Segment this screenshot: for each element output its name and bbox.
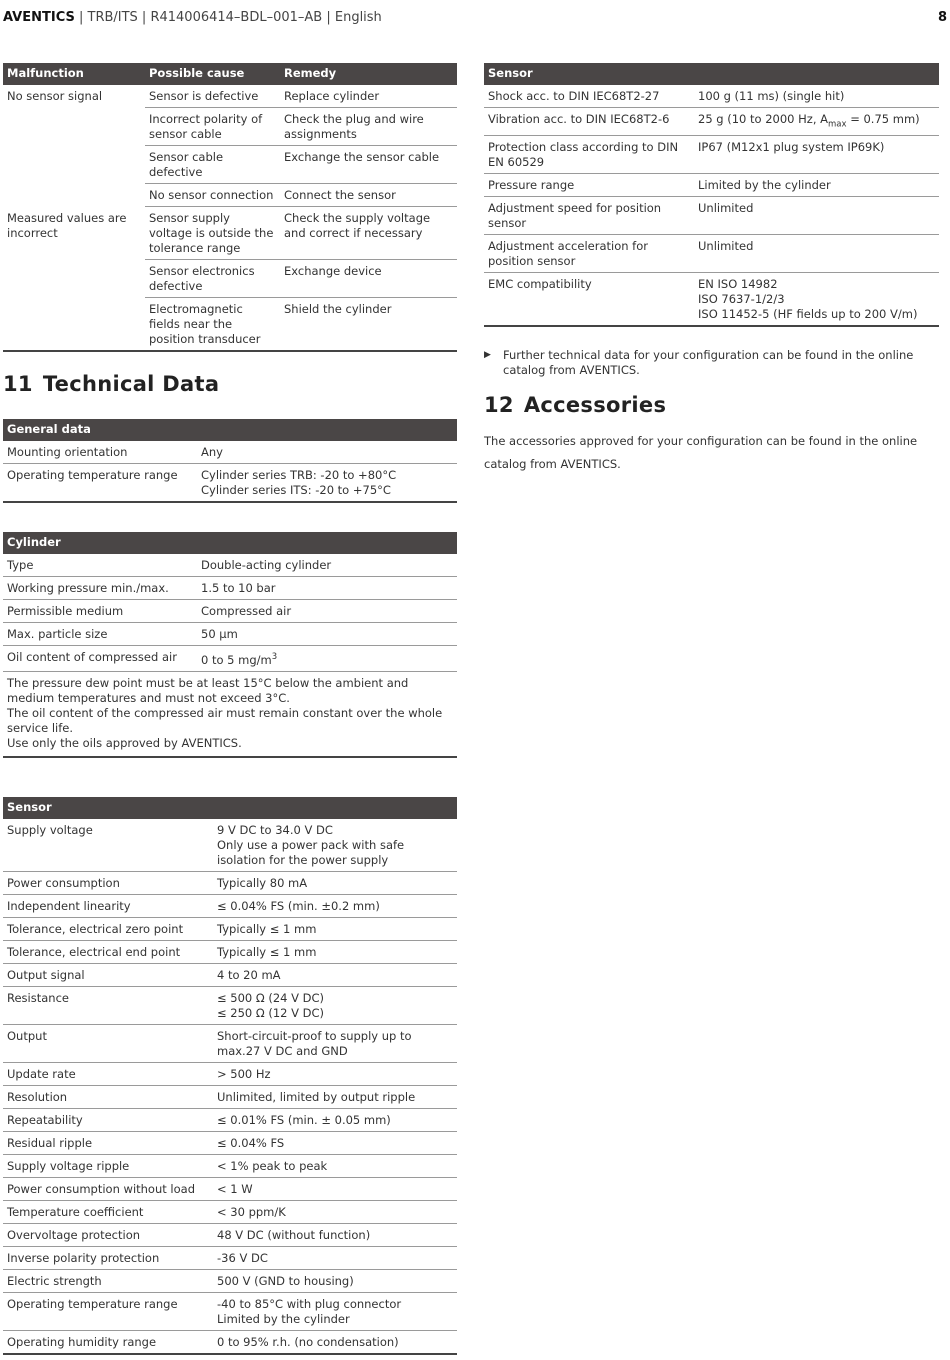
spec-value: ≤ 0.04% FS (min. ±0.2 mm) [213, 895, 457, 918]
page-header [3, 10, 947, 28]
table-row [484, 108, 939, 136]
spec-label: Operating temperature range [3, 464, 197, 503]
table-row [3, 819, 457, 872]
column-header: Possible cause [145, 63, 280, 85]
spec-value: 25 g (10 to 2000 Hz, $A_{max} = 0.75$ mm) [694, 108, 939, 136]
table-row [3, 941, 457, 964]
bullet-arrow-icon: ▶ [484, 350, 491, 360]
spec-value: Typically 80 mA [213, 872, 457, 895]
spec-value: -36 V DC [213, 1247, 457, 1270]
spec-value: Double-acting cylinder [197, 554, 457, 577]
spec-label: Electric strength [3, 1270, 213, 1293]
spec-value: ≤ 0.01% FS (min. ± 0.05 mm) [213, 1109, 457, 1132]
brand-name: AVENTICS [3, 10, 75, 25]
table-row [3, 1331, 457, 1355]
table-row [3, 441, 457, 464]
spec-value: > 500 Hz [213, 1063, 457, 1086]
table-row [3, 1132, 457, 1155]
spec-label: Overvoltage protection [3, 1224, 213, 1247]
column-header: Malfunction [3, 63, 145, 85]
spec-label: Adjustment speed for position sensor [484, 197, 694, 235]
spec-value: ≤ 500 Ω (24 V DC) ≤ 250 Ω (12 V DC) [213, 987, 457, 1025]
spec-value: Unlimited, limited by output ripple [213, 1086, 457, 1109]
table-row [3, 1293, 457, 1331]
spec-label: Working pressure min./max. [3, 577, 197, 600]
section-heading-accessories [484, 393, 667, 417]
spec-label: Max. particle size [3, 623, 197, 646]
table-note-row [3, 671, 457, 757]
malfunction-table [3, 63, 457, 352]
remedy-cell: Exchange the sensor cable [280, 146, 457, 184]
spec-label: Type [3, 554, 197, 577]
spec-label: Tolerance, electrical end point [3, 941, 213, 964]
table-header-row [3, 63, 457, 85]
table-row [484, 174, 939, 197]
spec-label: Tolerance, electrical zero point [3, 918, 213, 941]
table-title: General data [3, 419, 457, 441]
remedy-cell: Exchange device [280, 260, 457, 298]
spec-value: EN ISO 14982 ISO 7637-1/2/3 ISO 11452-5 (HF fields up to 200 V/m) [694, 273, 939, 327]
cause-cell: Sensor electronics defective [145, 260, 280, 298]
spec-value: Typically ≤ 1 mm [213, 941, 457, 964]
spec-label: Power consumption [3, 872, 213, 895]
table-note: The pressure dew point must be at least 15°C below the ambient and medium temperatures and must not exceed 3°C. The oil content of the compressed air must remain constant over the whole service life. Use only the oils approved by AVENTICS. [3, 671, 457, 757]
spec-value: < 1 W [213, 1178, 457, 1201]
malfunction-cell: Measured values are incorrect [3, 207, 145, 352]
spec-value: 100 g (11 ms) (single hit) [694, 85, 939, 108]
cause-cell: No sensor connection [145, 184, 280, 207]
spec-value: 0 to 95% r.h. (no condensation) [213, 1331, 457, 1355]
spec-value: 500 V (GND to housing) [213, 1270, 457, 1293]
spec-value: ≤ 0.04% FS [213, 1132, 457, 1155]
cause-cell: Electromagnetic fields near the position transducer [145, 298, 280, 352]
note-text: Further technical data for your configuration can be found in the online catalog from AVENTICS. [503, 348, 914, 377]
table-row [3, 1025, 457, 1063]
table-row [3, 1063, 457, 1086]
page-number: 8 [937, 10, 947, 25]
table-row [484, 136, 939, 174]
spec-label: Oil content of compressed air [3, 646, 197, 672]
table-row [3, 1201, 457, 1224]
table-row [3, 1270, 457, 1293]
table-row [484, 273, 939, 327]
table-row [3, 1155, 457, 1178]
spec-value: 0 to 5 $mg/m^3$ [197, 646, 457, 672]
spec-label: Output signal [3, 964, 213, 987]
table-row [3, 1178, 457, 1201]
table-row [3, 1247, 457, 1270]
table-header-row [484, 63, 939, 85]
spec-value: 50 µm [197, 623, 457, 646]
table-row [3, 895, 457, 918]
section-number: 11 [3, 372, 33, 396]
remedy-cell: Connect the sensor [280, 184, 457, 207]
spec-label: Residual ripple [3, 1132, 213, 1155]
section-title: Accessories [523, 393, 667, 417]
spec-value: Limited by the cylinder [694, 174, 939, 197]
table-row [3, 623, 457, 646]
remedy-cell: Replace cylinder [280, 85, 457, 108]
spec-label: Pressure range [484, 174, 694, 197]
spec-label: Supply voltage [3, 819, 213, 872]
table-row [484, 235, 939, 273]
table-row [3, 1086, 457, 1109]
spec-value: Any [197, 441, 457, 464]
spec-label: Operating humidity range [3, 1331, 213, 1355]
table-row [3, 554, 457, 577]
cause-cell: Sensor supply voltage is outside the tolerance range [145, 207, 280, 260]
spec-label: Repeatability [3, 1109, 213, 1132]
cause-cell: Sensor is defective [145, 85, 280, 108]
spec-label: Power consumption without load [3, 1178, 213, 1201]
spec-value: Unlimited [694, 235, 939, 273]
table-row [3, 577, 457, 600]
spec-value: 1.5 to 10 bar [197, 577, 457, 600]
accessories-paragraph: The accessories approved for your configuration can be found in the online catalog from AVENTICS. [484, 434, 918, 471]
section-number: 12 [484, 393, 514, 417]
spec-value: Typically ≤ 1 mm [213, 918, 457, 941]
spec-label: Adjustment acceleration for position sensor [484, 235, 694, 273]
spec-label: Temperature coefficient [3, 1201, 213, 1224]
table-row [3, 207, 457, 260]
table-row [484, 85, 939, 108]
table-header-row [3, 419, 457, 441]
table-row [3, 600, 457, 623]
table-header-row [3, 797, 457, 819]
document-id: | TRB/ITS | R414006414–BDL–001–AB | English [74, 10, 382, 25]
spec-label: Protection class according to DIN EN 60529 [484, 136, 694, 174]
table-title: Sensor [484, 63, 939, 85]
sensor-table [3, 797, 457, 1355]
spec-value: Unlimited [694, 197, 939, 235]
spec-label: Shock acc. to DIN IEC68T2-27 [484, 85, 694, 108]
malfunction-cell: No sensor signal [7, 89, 103, 103]
cause-cell: Incorrect polarity of sensor cable [145, 108, 280, 146]
table-row [3, 918, 457, 941]
spec-value: Cylinder series TRB: -20 to +80°C Cylinder series ITS: -20 to +75°C [197, 464, 457, 503]
table-row [3, 646, 457, 672]
spec-label: Resistance [3, 987, 213, 1025]
spec-label: Update rate [3, 1063, 213, 1086]
section-heading-technical-data [3, 372, 220, 396]
column-header: Remedy [280, 63, 457, 85]
sensor-environment-table [484, 63, 939, 327]
table-row [3, 464, 457, 503]
spec-value: Short-circuit-proof to supply up to max.27 V DC and GND [213, 1025, 457, 1063]
table-row [3, 987, 457, 1025]
table-title: Cylinder [3, 532, 457, 554]
spec-label: Operating temperature range [3, 1293, 213, 1331]
general-data-table [3, 419, 457, 503]
cause-cell: Sensor cable defective [145, 146, 280, 184]
spec-label: EMC compatibility [484, 273, 694, 327]
spec-label: Output [3, 1025, 213, 1063]
spec-label: Vibration acc. to DIN IEC68T2-6 [484, 108, 694, 136]
cylinder-table [3, 532, 457, 758]
table-row [3, 1224, 457, 1247]
spec-label: Inverse polarity protection [3, 1247, 213, 1270]
spec-label: Resolution [3, 1086, 213, 1109]
further-data-note [484, 348, 946, 378]
remedy-cell: Check the supply voltage and correct if necessary [280, 207, 457, 260]
remedy-cell: Check the plug and wire assignments [280, 108, 457, 146]
spec-label: Mounting orientation [3, 441, 197, 464]
spec-value: < 1% peak to peak [213, 1155, 457, 1178]
spec-value: 4 to 20 mA [213, 964, 457, 987]
spec-label: Permissible medium [3, 600, 197, 623]
spec-value: < 30 ppm/K [213, 1201, 457, 1224]
table-row [3, 1109, 457, 1132]
table-row [3, 872, 457, 895]
table-title: Sensor [3, 797, 457, 819]
section-title: Technical Data [42, 372, 220, 396]
remedy-cell: Shield the cylinder [280, 298, 457, 352]
spec-value: IP67 (M12x1 plug system IP69K) [694, 136, 939, 174]
table-row [3, 964, 457, 987]
spec-value: 48 V DC (without function) [213, 1224, 457, 1247]
table-header-row [3, 532, 457, 554]
spec-value: 9 V DC to 34.0 V DC Only use a power pack with safe isolation for the power supply [213, 819, 457, 872]
spec-value: -40 to 85°C with plug connector Limited by the cylinder [213, 1293, 457, 1331]
spec-value: Compressed air [197, 600, 457, 623]
table-row [484, 197, 939, 235]
table-row [3, 85, 457, 108]
spec-label: Supply voltage ripple [3, 1155, 213, 1178]
spec-label: Independent linearity [3, 895, 213, 918]
